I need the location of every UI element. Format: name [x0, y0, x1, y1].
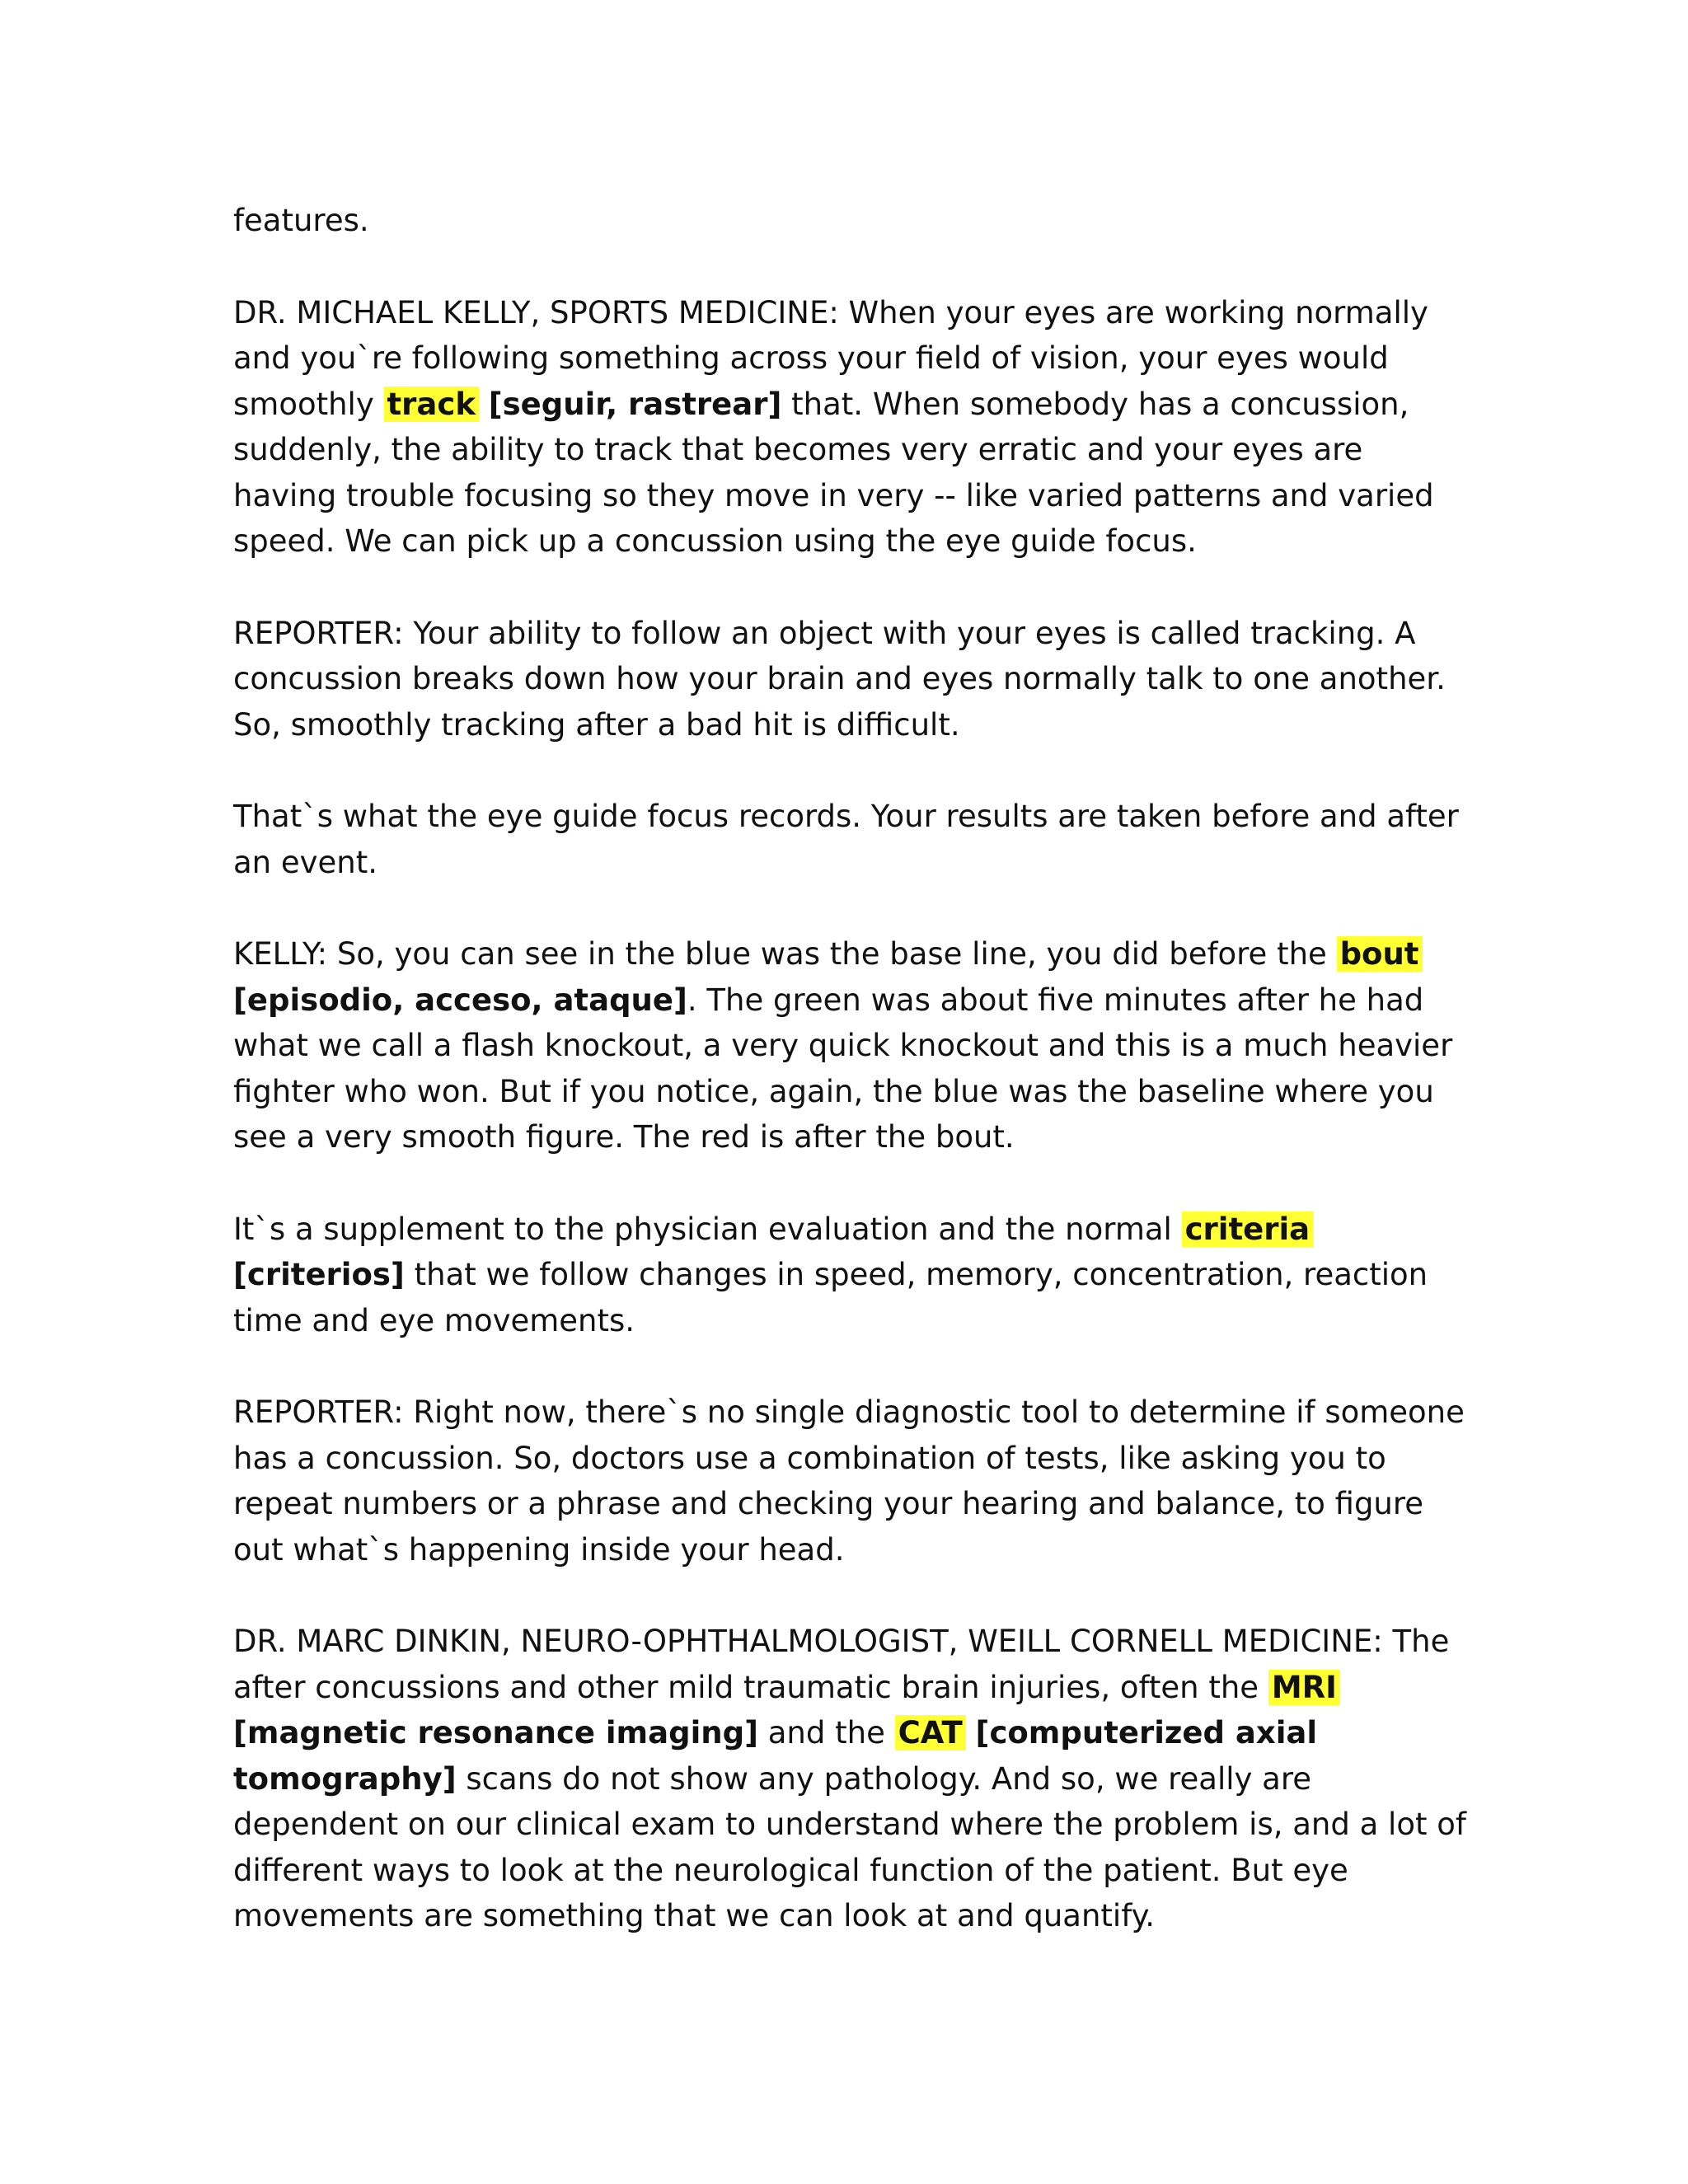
body-text: . The green was about five minutes after he had what we call a flash knockout, a very quick knockout and this is a much heavier fighter who won. But if you notice, again, the blue was the baseline where you see a very smooth figure. The red is after the bout. [233, 982, 1453, 1155]
highlighted-term: criteria [1182, 1212, 1314, 1247]
body-text: Your ability to follow an object with your eyes is called tracking. A concussion breaks down how your brain and eyes normally talk to one another. So, smoothly tracking after a bad hit is difficult. [233, 615, 1446, 743]
body-text: When your eyes are working normally and you`re following something across your field of vision, your eyes would smoothly [233, 294, 1428, 422]
paragraph-dinkin-imaging [233, 1619, 1470, 1939]
paragraph-kelly-bout [233, 931, 1470, 1160]
speaker-label: REPORTER: [233, 1394, 404, 1430]
speaker-label: REPORTER: [233, 615, 404, 651]
highlighted-term: track [384, 387, 479, 422]
body-text: Right now, there`s no single diagnostic tool to determine if someone has a concussion. So, doctors use a combination of tests, like asking you to repeat numbers or a phrase and checking your hearing and balance, to figure out what`s happening inside your head. [233, 1394, 1465, 1568]
document-page [233, 198, 1470, 1985]
paragraph-reporter-diagnostic [233, 1390, 1470, 1572]
highlighted-term: CAT [895, 1715, 966, 1750]
paragraph-reporter-tracking [233, 611, 1470, 748]
speaker-label: DR. MARC DINKIN, NEURO-OPHTHALMOLOGIST, WEILL CORNELL MEDICINE: [233, 1624, 1383, 1659]
body-text: The after concussions and other mild traumatic brain injuries, often the [233, 1624, 1450, 1705]
body-text: scans do not show any pathology. And so, we really are dependent on our clinical exam to understand where the problem is, and a lot of different ways to look at the neurological function of the patient. But eye movements are something that we can look at and quantify. [233, 1760, 1466, 1933]
body-text [966, 1715, 976, 1750]
body-text: That`s what the eye guide focus records. Your results are taken before and after an event. [233, 799, 1459, 880]
paragraph-features [233, 198, 1470, 244]
translation-note: [criterios] [233, 1257, 405, 1292]
paragraph-supplement-criteria [233, 1207, 1470, 1344]
highlighted-term: MRI [1268, 1670, 1340, 1705]
body-text: features. [233, 203, 369, 238]
body-text: that we follow changes in speed, memory, concentration, reaction time and eye movements. [233, 1257, 1428, 1338]
highlighted-term: bout [1337, 936, 1423, 972]
body-text: and the [758, 1715, 895, 1750]
translation-note: [magnetic resonance imaging] [233, 1715, 758, 1750]
body-text [479, 387, 489, 422]
speaker-label: DR. MICHAEL KELLY, SPORTS MEDICINE: [233, 294, 839, 330]
translation-note: [seguir, rastrear] [488, 386, 782, 422]
paragraph-kelly-tracking [233, 290, 1470, 565]
speaker-label: KELLY: [233, 936, 328, 972]
paragraph-eye-guide-records [233, 794, 1470, 885]
body-text: that. When somebody has a concussion, suddenly, the ability to track that becomes very erratic and your eyes are having trouble focusing so they move in very -- like varied patterns and varied speed. We can pick up a concussion using the eye guide focus. [233, 386, 1434, 559]
body-text: It`s a supplement to the physician evaluation and the normal [233, 1211, 1182, 1247]
translation-note: [computerized axial tomography] [233, 1715, 1318, 1797]
translation-note: [episodio, acceso, ataque] [233, 982, 687, 1018]
body-text: So, you can see in the blue was the base line, you did before the [327, 936, 1337, 972]
